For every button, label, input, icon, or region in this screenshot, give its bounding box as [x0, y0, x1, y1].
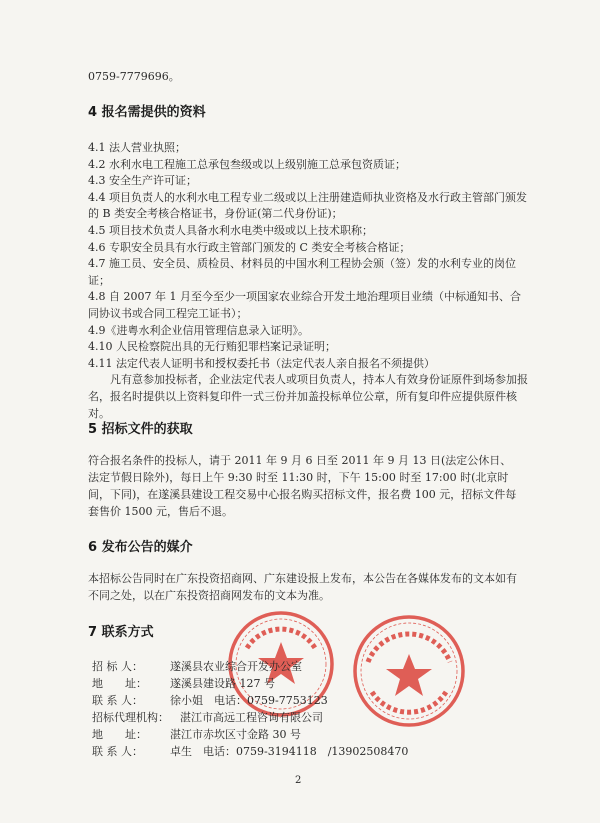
list-item: 4.6 专职安全员具有水行政主管部门颁发的 C 类安全考核合格证；: [88, 240, 411, 254]
contact-row: 联 系 人： 徐小姐 电话：0759-7753123: [92, 694, 328, 707]
list-item: 4.11 法定代表人证明书和授权委托书（法定代表人亲自报名不须提供）: [88, 356, 435, 370]
section7-heading: 7 联系方式: [88, 625, 154, 640]
list-item: 4.10 人民检察院出具的无行贿犯罪档案记录证明；: [88, 340, 336, 354]
contact-block: [92, 658, 408, 760]
list-item: 4.1 法人营业执照；: [88, 141, 186, 154]
section4-list: [88, 140, 528, 422]
section4-heading: 4 报名需提供的资料: [88, 105, 206, 120]
section5-body: 符合报名条件的投标人，请于 2011 年 9 月 6 日至 2011 年 9 月 13 日(法定公休日、法定节假日除外)，每日上午 9:30 时至 11:30 时，下午 15:00 时至 17:00 时(北京时间，下同)，在遂溪县建设工程交易中心报名购买招标文件，报名费 100 元，招标文件每套售价 1500 元，售后不退。: [88, 454, 517, 518]
top-phone-line: 0759-7779696。: [88, 70, 180, 83]
contact-row: 地 址： 遂溪县建设路 127 号: [92, 677, 275, 690]
section6-body: 本招标公告同时在广东投资招商网、广东建设报上发布，本公告在各媒体发布的文本如有不同之处，以在广东投资招商网发布的文本为准。: [88, 572, 517, 602]
page-number: 2: [295, 775, 302, 786]
section4-note: 凡有意参加投标者，企业法定代表人或项目负责人，持本人有效身份证原件到场参加报名，报名时提供以上资料复印件一式三份并加盖投标单位公章，所有复印件应提供原件核对。: [88, 373, 528, 420]
list-item: 4.7 施工员、安全员、质检员、材料员的中国水利工程协会颁（签）发的水利专业的岗位证；: [88, 257, 516, 287]
section5-heading: 5 招标文件的获取: [88, 422, 193, 437]
list-item: 4.8 自 2007 年 1 月至今至少一项国家农业综合开发土地治理项目业绩（中标通知书、合同协议书或合同工程完工证书）；: [88, 290, 521, 320]
section6-heading: 6 发布公告的媒介: [88, 540, 193, 555]
list-item: 4.5 项目技术负责人具备水利水电类中级或以上技术职称；: [88, 223, 373, 237]
list-item: 4.4 项目负责人的水利水电工程专业二级或以上注册建造师执业资格及水行政主管部门颁发的 B 类安全考核合格证书，身份证(第二代身份证)；: [88, 190, 527, 221]
list-item: 4.2 水利水电工程施工总承包叁级或以上级别施工总承包资质证；: [88, 157, 406, 171]
contact-row: 地 址： 湛江市赤坎区寸金路 30 号: [92, 728, 301, 741]
contact-row: 联 系 人： 卓生 电话：0759-3194118 /13902508470: [92, 745, 409, 758]
list-item: 4.3 安全生产许可证；: [88, 174, 197, 188]
contact-row: 招 标 人： 遂溪县农业综合开发办公室: [92, 660, 302, 673]
contact-row: 招标代理机构： 湛江市高远工程咨询有限公司: [92, 711, 323, 724]
list-item: 4.9《进粤水利企业信用管理信息录入证明》。: [88, 323, 309, 337]
